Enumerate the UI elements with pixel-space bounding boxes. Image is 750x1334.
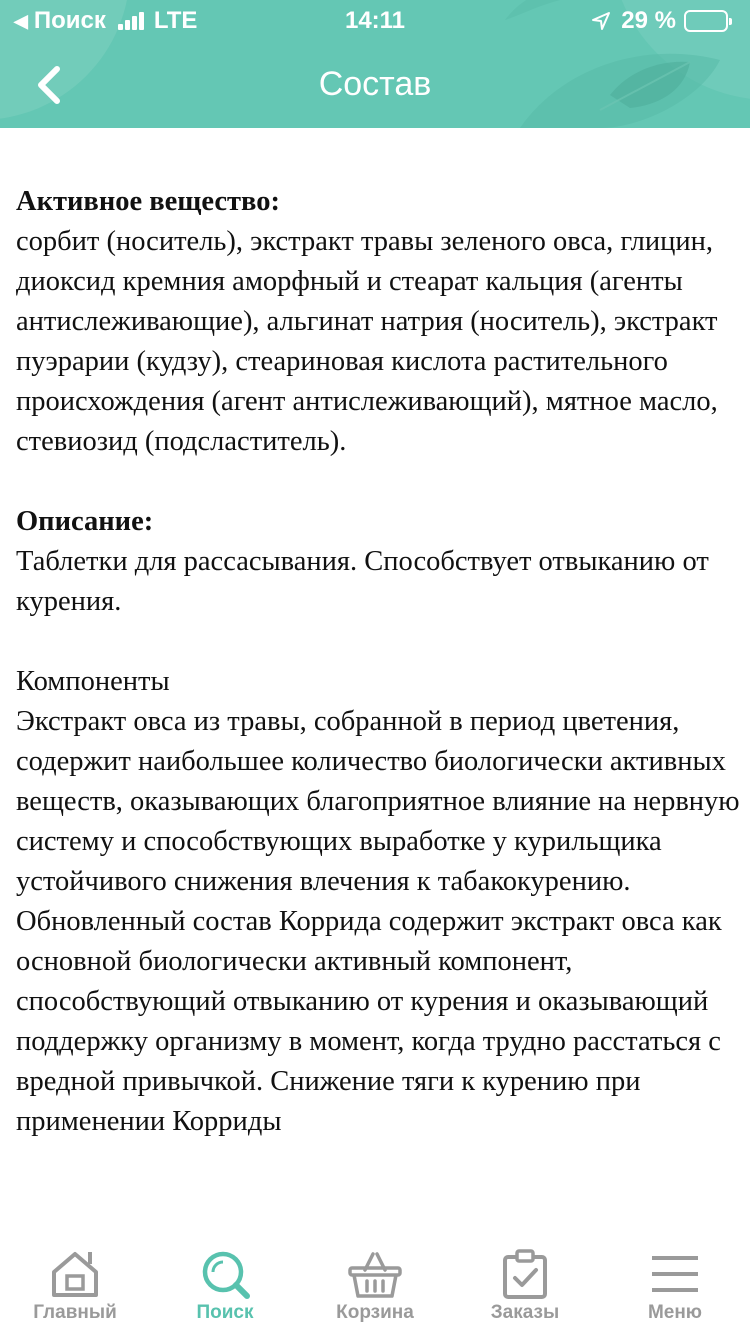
- battery-percent: 29 %: [621, 7, 676, 34]
- tab-basket[interactable]: [300, 1234, 450, 1334]
- composition-content: [16, 182, 740, 1234]
- components-text: Экстракт овса из травы, собранной в период цветения, содержит наибольшее количество биологически активных веществ, оказывающих благоприятное влияние на нервную систему и способствующих выработке у курильщика устойчивого снижения влечения к табакокурению. Обновленный состав Коррида содержит экстракт овса как основной биологически активный компонент, способствующий отвыканию от курения и оказывающий поддержку организму в момент, когда трудно расстаться с вредной привычкой. Снижение тяги к курению при применении Корриды: [16, 706, 740, 1137]
- header: [0, 0, 750, 128]
- battery-icon: [684, 10, 728, 32]
- tab-search[interactable]: [150, 1234, 300, 1334]
- active-substance-heading: Активное вещество:: [16, 186, 280, 217]
- tab-basket-label: Корзина: [336, 1302, 414, 1323]
- tab-home-label: Главный: [33, 1302, 117, 1323]
- home-icon: [49, 1248, 101, 1300]
- basket-icon: [347, 1248, 403, 1300]
- tab-orders[interactable]: [450, 1234, 600, 1334]
- location-arrow-icon: [591, 11, 611, 31]
- active-substance-text: сорбит (носитель), экстракт травы зеленого овса, глицин, диоксид кремния аморфный и стеарат кальция (агенты антислеживающие), альгинат натрия (носитель), экстракт пуэрарии (кудзу), стеариновая кислота растительного происхождения (агент антислеживающий), мятное масло, стевиозид (подсластитель).: [16, 226, 718, 457]
- components-heading: Компоненты: [16, 666, 170, 697]
- menu-icon: [649, 1248, 701, 1300]
- page-title: Состав: [318, 65, 432, 103]
- back-to-app-label[interactable]: Поиск: [33, 7, 106, 34]
- search-icon: [199, 1248, 251, 1300]
- clipboard-check-icon: [499, 1248, 551, 1300]
- tab-search-label: Поиск: [196, 1302, 254, 1323]
- network-label: LTE: [153, 7, 198, 34]
- description-heading: Описание:: [16, 506, 154, 537]
- tab-menu[interactable]: [600, 1234, 750, 1334]
- status-right: [591, 7, 728, 35]
- tab-bar: [0, 1234, 750, 1334]
- back-to-app-icon[interactable]: ◀: [14, 10, 28, 31]
- tab-home[interactable]: [0, 1234, 150, 1334]
- tab-orders-label: Заказы: [490, 1302, 560, 1323]
- status-bar: [0, 0, 750, 40]
- description-text: Таблетки для рассасывания. Способствует отвыканию от курения.: [16, 546, 709, 617]
- tab-menu-label: Меню: [647, 1302, 703, 1323]
- status-time: 14:11: [344, 7, 406, 34]
